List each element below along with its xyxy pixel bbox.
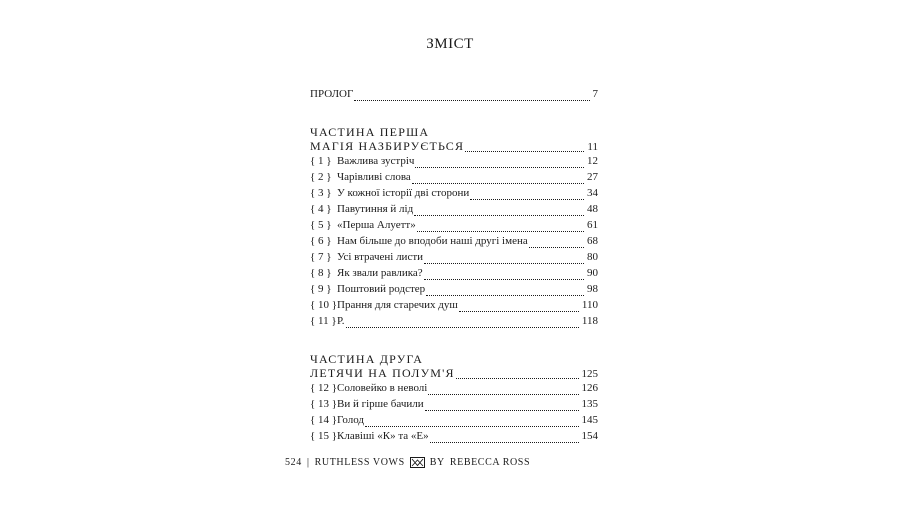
chapter-number: { 12 } — [310, 382, 338, 394]
chapter-title: Прання для старечих душ — [337, 299, 458, 311]
entry-page: 12 — [587, 155, 598, 167]
entry-page: 34 — [587, 187, 598, 199]
entry-page: 61 — [587, 219, 598, 231]
toc-entry-chapter[interactable] — [310, 283, 598, 299]
chapter-number: { 10 } — [310, 299, 338, 311]
entry-page: 125 — [581, 368, 598, 380]
chapter-title: Як звали равлика? — [337, 267, 423, 279]
part-label: ЧАСТИНА ПЕРША — [310, 125, 430, 139]
page-footer — [285, 456, 530, 468]
toc-entry-chapter[interactable] — [310, 315, 598, 331]
part-title: МАГІЯ НАЗБИРУЄТЬСЯ — [310, 139, 465, 153]
chapter-title: Соловейко в неволі — [337, 382, 428, 394]
entry-page: 135 — [581, 398, 598, 410]
chapter-title: «Перша Алуетт» — [337, 219, 416, 231]
chapter-title: Р. — [337, 315, 345, 327]
chapter-title: У кожної історії дві сторони — [337, 187, 470, 199]
toc-entry-chapter[interactable] — [310, 299, 598, 315]
chapter-number: { 15 } — [310, 430, 338, 442]
entry-page: 90 — [587, 267, 598, 279]
chapter-title: Поштовий родстер — [337, 283, 426, 295]
chapter-number: { 7 } — [310, 251, 332, 263]
toc-entry-part-title[interactable] — [310, 139, 598, 155]
entry-page: 27 — [587, 171, 598, 183]
toc-entry-chapter[interactable] — [310, 398, 598, 414]
entry-title: ПРОЛОГ — [310, 88, 354, 100]
entry-page: 154 — [581, 430, 598, 442]
ornament-icon — [410, 457, 425, 468]
dot-leader — [425, 410, 579, 411]
chapter-number: { 6 } — [310, 235, 332, 247]
chapter-number: { 1 } — [310, 155, 332, 167]
entry-page: 48 — [587, 203, 598, 215]
entry-page: 7 — [592, 88, 598, 100]
entry-page: 118 — [581, 315, 598, 327]
toc-entry-chapter[interactable] — [310, 414, 598, 430]
chapter-number: { 13 } — [310, 398, 338, 410]
toc-entry-chapter[interactable] — [310, 155, 598, 171]
dot-leader — [412, 183, 584, 184]
entry-page: 126 — [581, 382, 598, 394]
toc-entry-chapter[interactable] — [310, 187, 598, 203]
footer-page-number: 524 — [285, 456, 302, 468]
dot-leader — [417, 231, 584, 232]
part-title: ЛЕТЯЧИ НА ПОЛУМ'Я — [310, 366, 455, 380]
footer-book-title: RUTHLESS VOWS — [314, 456, 405, 468]
toc-entry-chapter[interactable] — [310, 219, 598, 235]
entry-page: 110 — [581, 299, 598, 311]
chapter-title: Голод — [337, 414, 365, 426]
footer-separator: | — [306, 456, 310, 468]
toc-entry-chapter[interactable] — [310, 171, 598, 187]
entry-page: 98 — [587, 283, 598, 295]
chapter-title: Клавіші «К» та «Е» — [337, 430, 429, 442]
dot-leader — [465, 151, 584, 152]
dot-leader — [459, 311, 579, 312]
toc-entry-part-title[interactable] — [310, 366, 598, 382]
part-label: ЧАСТИНА ДРУГА — [310, 352, 424, 366]
chapter-title: Ви й гірше бачили — [337, 398, 424, 410]
toc-entry-chapter[interactable] — [310, 267, 598, 283]
chapter-number: { 11 } — [310, 315, 337, 327]
dot-leader — [430, 442, 579, 443]
chapter-title: Важлива зустріч — [337, 155, 415, 167]
footer-by: BY — [429, 456, 445, 468]
dot-leader — [456, 378, 579, 379]
chapter-title: Нам більше до вподоби наші другі імена — [337, 235, 528, 247]
dot-leader — [529, 247, 584, 248]
toc-entry-chapter[interactable] — [310, 251, 598, 267]
entry-page: 68 — [587, 235, 598, 247]
chapter-title: Чарівливі слова — [337, 171, 411, 183]
toc-entry-chapter[interactable] — [310, 203, 598, 219]
entry-page: 80 — [587, 251, 598, 263]
chapter-title: Павутиння й лід — [337, 203, 414, 215]
dot-leader — [414, 215, 584, 216]
chapter-number: { 2 } — [310, 171, 332, 183]
dot-leader — [426, 295, 584, 296]
entry-page: 11 — [587, 141, 598, 153]
dot-leader — [470, 199, 584, 200]
dot-leader — [365, 426, 578, 427]
dot-leader — [424, 263, 584, 264]
footer-author: REBECCA ROSS — [449, 456, 531, 468]
chapter-number: { 5 } — [310, 219, 332, 231]
chapter-number: { 8 } — [310, 267, 332, 279]
toc-entry-prologue[interactable] — [310, 88, 598, 104]
dot-leader — [428, 394, 578, 395]
toc-entry-chapter[interactable] — [310, 235, 598, 251]
dot-leader — [354, 100, 589, 101]
chapter-number: { 3 } — [310, 187, 332, 199]
page-title: ЗМІСТ — [426, 36, 474, 52]
toc-entry-chapter[interactable] — [310, 382, 598, 398]
toc-entry-chapter[interactable] — [310, 430, 598, 446]
dot-leader — [424, 279, 584, 280]
chapter-number: { 4 } — [310, 203, 332, 215]
dot-leader — [415, 167, 584, 168]
chapter-number: { 14 } — [310, 414, 338, 426]
chapter-number: { 9 } — [310, 283, 332, 295]
entry-page: 145 — [581, 414, 598, 426]
dot-leader — [346, 327, 579, 328]
chapter-title: Усі втрачені листи — [337, 251, 424, 263]
